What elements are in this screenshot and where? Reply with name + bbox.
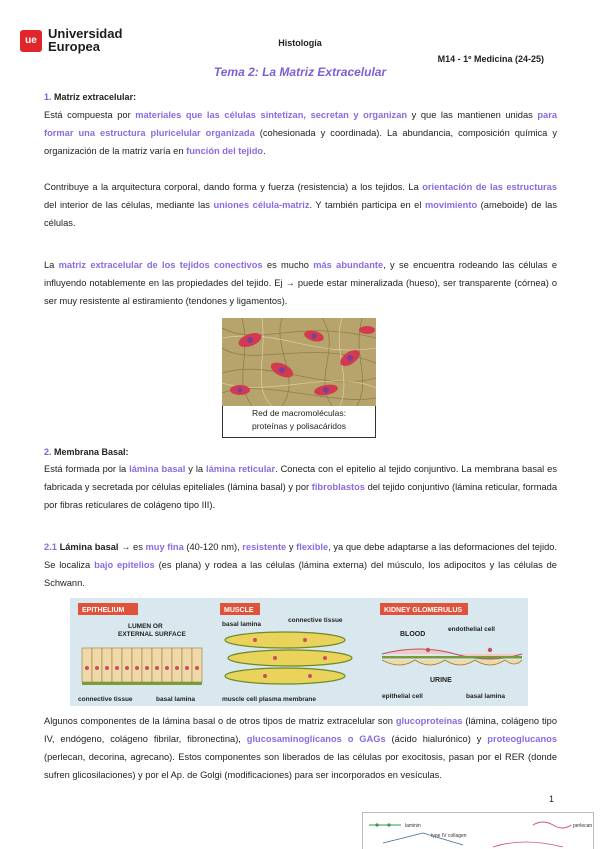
- highlighted-term: resistente: [242, 542, 287, 552]
- section-2-1-number: 2.1: [44, 542, 57, 552]
- university-logo-mark: ue: [20, 30, 42, 52]
- basal-lamina-diagram: [70, 598, 528, 706]
- text-run: es mucho: [262, 260, 314, 270]
- basal-lamina-label-epithelium: basal lamina: [156, 696, 196, 703]
- basal-lamina-label-muscle: basal lamina: [222, 621, 262, 628]
- highlighted-term: glucosaminoglicanos o GAGs: [246, 734, 386, 744]
- section-1-title: Matriz extracelular:: [54, 92, 137, 102]
- highlighted-term: fibroblastos: [311, 482, 365, 492]
- highlighted-term: matriz extracelular de los tejidos conectivos: [58, 260, 263, 270]
- laminin-label: laminin: [405, 823, 421, 829]
- collagen-label: type IV collagen: [431, 833, 467, 839]
- text-run: Contribuye a la arquitectura corporal, dando forma y fuerza (resistencia) a los tejidos. La: [44, 182, 423, 192]
- section-2-number: 2.: [44, 447, 52, 457]
- page-title: Tema 2: La Matriz Extracelular: [213, 65, 387, 79]
- lumen-label-2: EXTERNAL SURFACE: [118, 631, 186, 638]
- micrograph-caption: [222, 406, 376, 438]
- connective-tissue-label-epithelium: connective tissue: [78, 696, 133, 703]
- section-2-1-title: Lámina basal: [59, 542, 119, 552]
- text-run: del tejido conjuntivo (lámina reticular, formada por fibras reticulares de colágeno tipo III).: [44, 482, 557, 510]
- epithelial-cell-label: epithelial cell: [382, 693, 423, 700]
- kidney-label: KIDNEY GLOMERULUS: [384, 607, 463, 614]
- highlighted-term: lámina reticular: [206, 464, 276, 474]
- text-run: y que las mantienen unidas: [407, 110, 538, 120]
- text-run: Está compuesta por: [44, 110, 136, 120]
- page-number: 1: [549, 794, 555, 804]
- text-run: (40-120 nm),: [183, 542, 243, 552]
- section-1-paragraph-3: [44, 256, 557, 310]
- caption-line-1: Red de macromoléculas:: [251, 408, 346, 418]
- highlighted-term: materiales que las células sintetizan, secretan y organizan: [135, 110, 408, 120]
- section-2-paragraph: [44, 460, 557, 514]
- highlighted-term: movimiento: [424, 200, 478, 210]
- text-run: (cohesionada y coordinada). La abundancia, composición química y organización de la matriz varía en: [44, 128, 557, 156]
- next-page-figure-preview: [362, 812, 594, 849]
- university-name-line1: Universidad: [48, 26, 123, 41]
- muscle-label: MUSCLE: [224, 607, 254, 614]
- highlighted-term: bajo epitelios: [94, 560, 155, 570]
- blood-label: BLOOD: [400, 631, 426, 638]
- text-run: y la: [185, 464, 206, 474]
- highlighted-term: función del tejido: [186, 146, 264, 156]
- section-1-number: 1.: [44, 92, 52, 102]
- section-2-1-paragraph: [44, 538, 557, 592]
- components-paragraph: [44, 712, 557, 784]
- text-run: y: [286, 542, 297, 552]
- lumen-label-1: LUMEN OR: [128, 623, 163, 630]
- text-run: . Conecta con el epitelio al tejido conjuntivo. La membrana basal es fabricada y secretada por células epiteliales (lámina basal) y por: [44, 464, 557, 492]
- text-run: (lámina, colágeno tipo IV, endógeno, colágeno fibrilar, fibronectina),: [44, 716, 558, 744]
- section-2-title: Membrana Basal:: [54, 447, 129, 457]
- section-2-heading: [44, 447, 129, 457]
- text-run: , y se encuentra rodeando las células e influyendo notablemente en las propiedades del tejido. Ej → puede estar mineralizada (hueso), ser transparente (córnea) o ser muy resistente al estiramiento (tendones y ligamentos).: [44, 260, 558, 306]
- perlecan-label: perlecan: [573, 823, 593, 829]
- highlighted-term: glucoproteínas: [395, 716, 463, 726]
- text-run: del interior de las células, mediante las: [44, 200, 214, 210]
- text-run: Está formada por la: [44, 464, 130, 474]
- section-1-paragraph-1: [44, 106, 557, 160]
- highlighted-term: uniones célula-matriz: [213, 200, 310, 210]
- subject-title: Histología: [278, 38, 322, 48]
- highlighted-term: muy fina: [145, 542, 184, 552]
- text-run: La: [44, 260, 59, 270]
- text-run: Algunos componentes de la lámina basal o de otros tipos de matriz extracelular son: [44, 716, 396, 726]
- caption-line-2: proteínas y polisacáridos: [251, 421, 347, 431]
- text-run: (ameboide) de las células.: [44, 200, 557, 228]
- connective-tissue-label-muscle: connective tissue: [288, 617, 343, 624]
- highlighted-term: para formar una estructura pluricelular organizada: [44, 110, 558, 138]
- highlighted-term: orientación de las estructuras: [422, 182, 557, 192]
- plasma-membrane-label: muscle cell plasma membrane: [222, 696, 316, 703]
- endothelial-cell-label: endothelial cell: [448, 626, 495, 633]
- section-1-paragraph-2: [44, 178, 557, 232]
- course-label: M14 - 1º Medicina (24-25): [437, 54, 544, 64]
- text-run: (ácido hialurónico) y: [385, 734, 488, 744]
- text-run: , ya que debe adaptarse a las deformaciones del tejido. Se localiza: [44, 542, 557, 570]
- section-2-1-text: [44, 542, 557, 588]
- highlighted-term: lámina basal: [129, 464, 186, 474]
- highlighted-term: más abundante: [313, 260, 384, 270]
- text-run: .: [263, 146, 266, 156]
- section-1-heading: [44, 92, 136, 102]
- text-run: (perlecan, decorina, agrecano). Estos componentes son liberados de las células por exocitosis, pasan por el RER (donde sufren glicosilaciones) y por el Ap. de Golgi (modificaciones) para ser incorporados en vesículas.: [44, 752, 557, 780]
- ecm-micrograph-image: [222, 318, 376, 406]
- urine-label: URINE: [430, 677, 452, 684]
- highlighted-term: proteoglucanos: [487, 734, 557, 744]
- epithelium-label: EPITHELIUM: [82, 607, 125, 614]
- university-name-line2: Europea: [48, 39, 101, 54]
- text-run: (es plana) y rodea a las células (lámina externa) del músculo, los adipocitos y las células de Schwann.: [44, 560, 557, 588]
- text-run: . Y también participa en el: [309, 200, 425, 210]
- text-run: → es: [118, 542, 146, 552]
- highlighted-term: flexible: [296, 542, 329, 552]
- basal-lamina-label-kidney: basal lamina: [466, 693, 506, 700]
